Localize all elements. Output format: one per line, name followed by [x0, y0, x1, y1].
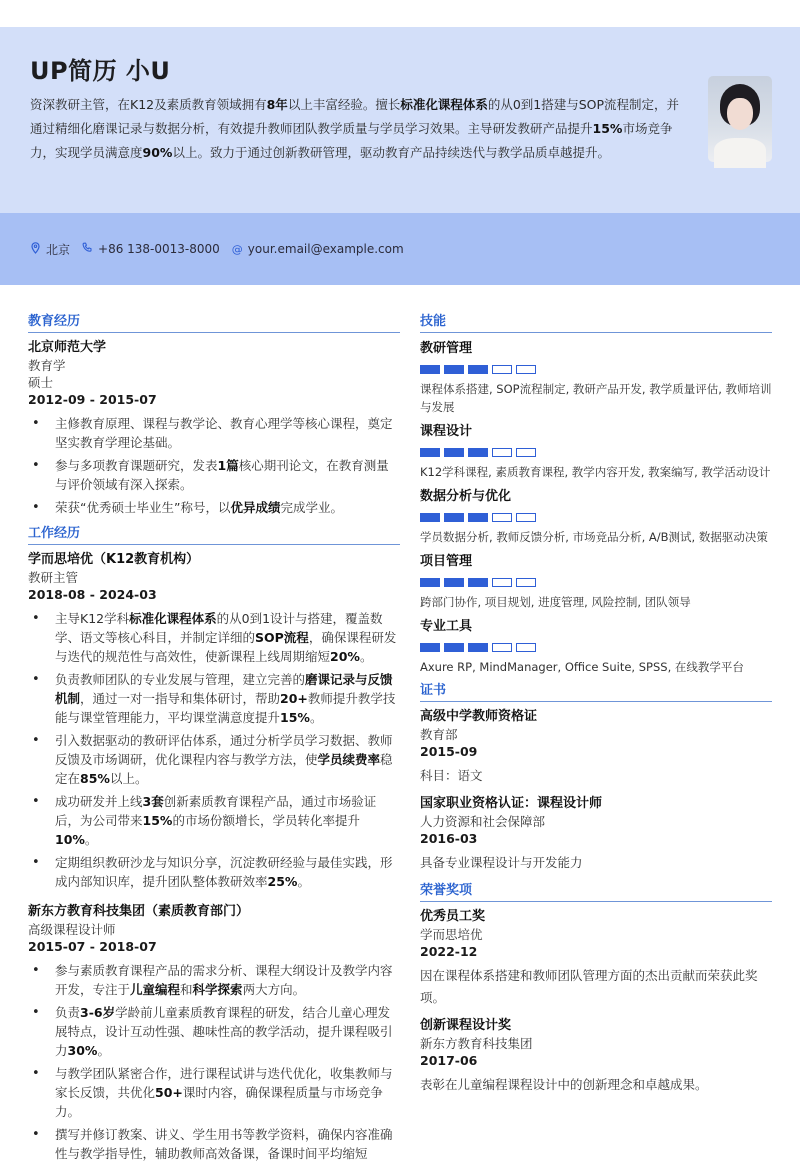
emphasis-text: 3-6岁: [80, 1005, 116, 1020]
level-block-empty: [492, 448, 512, 457]
bullet-item: [28, 1064, 400, 1121]
text-run: 市场竞争力，实现学员满意度: [30, 121, 673, 160]
skills-list: [420, 339, 772, 676]
section-title-work: 工作经历: [28, 525, 400, 545]
text-run: 以上。致力于通过创新教研管理，驱动教育产品持续迭代与教学品质卓越提升。: [172, 145, 610, 160]
text-run: 教师提升教学技能与课堂管理能力，平均课堂满意度提升: [55, 691, 396, 725]
skill-item: [420, 422, 772, 481]
level-block-filled: [444, 578, 464, 587]
award-issuer: 新东方教育科技集团: [420, 1036, 533, 1051]
text-run: 。: [309, 710, 323, 725]
section-title-education: 教育经历: [28, 313, 400, 333]
text-run: 与教学团队紧密合作，进行课程试讲与迭代优化，收集教师与家长反馈，共优化: [55, 1066, 393, 1100]
emphasis-text: 标准化课程体系: [129, 611, 217, 626]
level-block-filled: [420, 643, 440, 652]
text-run: 课时内容，确保课程质量与市场竞争力。: [55, 1085, 383, 1119]
award-item: [420, 908, 772, 1009]
text-run: 学龄前儿童素质教育课程的研发，结合儿童心理发展特点，设计互动性强、趣味性高的教学活动，提升课程吸引力: [55, 1005, 393, 1058]
skill-level-meter: [420, 448, 772, 457]
emphasis-text: 磨课记录与反馈机制: [55, 672, 393, 706]
job-role: 教研主管: [28, 570, 79, 585]
text-run: 。: [297, 874, 310, 889]
bullet-item: [28, 414, 400, 452]
level-block-empty: [516, 643, 536, 652]
bullet-item: [28, 609, 400, 666]
certificate-date: 2016-03: [420, 831, 478, 846]
level-block-filled: [420, 513, 440, 522]
work-date: 2015-07 - 2018-07: [28, 939, 157, 954]
skill-item: [420, 552, 772, 611]
text-run: 资深教研主管，在K12及素质教育领域拥有: [30, 97, 267, 112]
location-pin-icon: [30, 242, 40, 257]
section-title-awards: 荣誉奖项: [420, 882, 772, 902]
location-text: 北京: [46, 242, 71, 257]
award-desc: 因在课程体系搭建和教师团队管理方面的杰出贡献而荣获此奖项。: [420, 968, 758, 1005]
emphasis-text: 30%: [67, 1043, 98, 1058]
skill-tags: 跨部门协作, 项目规划, 进度管理, 风险控制, 团队领导: [420, 595, 691, 609]
level-block-filled: [420, 578, 440, 587]
certificate-name: 高级中学教师资格证: [420, 709, 538, 724]
emphasis-text: 90%: [142, 145, 173, 160]
certificate-item: [420, 708, 772, 787]
text-run: 负责教师团队的专业发展与管理，建立完善的: [55, 672, 306, 687]
contact-bar: [0, 213, 800, 285]
section-title-certificates: 证书: [420, 682, 772, 702]
emphasis-text: 学员续费率: [317, 752, 381, 767]
level-block-filled: [468, 578, 488, 587]
email-text: your.email@example.com: [247, 242, 404, 256]
bullet-item: [28, 853, 400, 891]
school-name: 北京师范大学: [28, 340, 107, 355]
skill-level-meter: [420, 578, 772, 587]
text-run: ，通过一对一指导和集体研讨，帮助: [80, 691, 281, 706]
work-bullets: [28, 961, 400, 1163]
certificate-name: 国家职业资格认证：课程设计师: [420, 796, 603, 811]
skill-name: 教研管理: [420, 341, 473, 356]
emphasis-text: 20+: [280, 691, 308, 706]
level-block-filled: [444, 643, 464, 652]
text-run: 两大方向。: [242, 982, 306, 997]
candidate-name: UP简历 小U: [30, 57, 171, 85]
level-block-empty: [492, 643, 512, 652]
award-issuer: 学而思培优: [420, 927, 483, 942]
certificate-item: [420, 795, 772, 874]
bullet-item: [28, 792, 400, 849]
award-name: 优秀员工奖: [420, 909, 486, 924]
bullet-item: [28, 498, 400, 517]
level-block-filled: [444, 513, 464, 522]
emphasis-text: 8年: [266, 97, 288, 112]
bullet-item: [28, 670, 400, 727]
level-block-filled: [468, 448, 488, 457]
emphasis-text: 25%: [267, 874, 298, 889]
text-run: 稳定在: [55, 752, 393, 786]
emphasis-text: 50+: [155, 1085, 183, 1100]
work-entry: [28, 903, 400, 1163]
skill-level-meter: [420, 365, 772, 374]
work-bullets: [28, 609, 400, 891]
skill-name: 课程设计: [420, 424, 473, 439]
emphasis-text: 10%: [55, 832, 85, 847]
text-run: 主导K12学科: [55, 611, 130, 626]
education-date: 2012-09 - 2015-07: [28, 392, 157, 407]
contact-email[interactable]: [232, 242, 404, 256]
skill-name: 项目管理: [420, 554, 473, 569]
work-entry: [28, 551, 400, 891]
emphasis-text: 3套: [142, 794, 164, 809]
level-block-filled: [444, 365, 464, 374]
awards-section: [420, 882, 772, 1096]
text-run: 负责: [55, 1005, 81, 1020]
level-block-filled: [420, 365, 440, 374]
education-bullets: [28, 414, 400, 517]
text-run: 荣获“优秀硕士毕业生”称号，以: [55, 500, 231, 515]
resume-body: [0, 285, 800, 1171]
profile-photo: [708, 76, 772, 162]
certificate-date: 2015-09: [420, 744, 478, 759]
text-run: 和: [180, 982, 193, 997]
skill-tags: 课程体系搭建, SOP流程制定, 教研产品开发, 教学质量评估, 教师培训与发展: [420, 382, 772, 414]
text-run: 成功研发并上线: [55, 794, 143, 809]
award-desc: 表彰在儿童编程课程设计中的创新理念和卓越成果。: [420, 1077, 708, 1092]
degree: 硕士: [28, 375, 54, 390]
level-block-empty: [516, 448, 536, 457]
education-entry: [28, 339, 400, 517]
skill-name: 数据分析与优化: [420, 489, 512, 504]
text-run: 核心期刊论文，在教育测量与评价领域有深入探索。: [55, 458, 389, 492]
bullet-item: [28, 1125, 400, 1163]
resume-header: [0, 27, 800, 213]
emphasis-text: 15%: [592, 121, 623, 136]
level-block-filled: [468, 365, 488, 374]
bullet-item: [28, 456, 400, 494]
skill-tags: 学员数据分析, 教师反馈分析, 市场竞品分析, A/B测试, 数据驱动决策: [420, 530, 768, 544]
major: 教育学: [28, 358, 66, 373]
skills-section: [420, 313, 772, 676]
photo-body: [714, 138, 766, 168]
certificate-issuer: 教育部: [420, 727, 458, 742]
company-name: 新东方教育科技集团（素质教育部门）: [28, 904, 250, 919]
contact-location: [30, 241, 70, 258]
text-run: 创新素质教育课程产品，通过市场验证后，为公司带来: [55, 794, 377, 828]
job-role: 高级课程设计师: [28, 922, 116, 937]
top-margin: [0, 0, 800, 27]
level-block-empty: [516, 365, 536, 374]
level-block-empty: [516, 578, 536, 587]
profile-summary: [30, 93, 680, 165]
education-section: [28, 313, 400, 517]
emphasis-text: 科学探索: [192, 982, 243, 997]
text-run: 撰写并修订教案、讲义、学生用书等教学资料，确保内容准确性与教学指导性，辅助教师高效备课，备课时间平均缩短: [55, 1127, 393, 1161]
text-run: 的市场份额增长，学员转化率提升: [172, 813, 360, 828]
right-column: [420, 313, 772, 1171]
award-date: 2022-12: [420, 944, 478, 959]
text-run: 的从0到1设计与搭建，覆盖数学、语文等核心科目，并制定详细的: [55, 611, 383, 645]
emphasis-text: SOP流程: [255, 630, 309, 645]
award-date: 2017-06: [420, 1053, 478, 1068]
emphasis-text: 85%: [80, 771, 110, 786]
text-run: 。: [359, 649, 373, 664]
text-run: 主修教育原理、课程与教学论、教育心理学等核心课程，奠定坚实教育学理论基础。: [55, 416, 393, 450]
text-run: 完成学业。: [280, 500, 343, 515]
photo-face: [727, 98, 753, 130]
emphasis-text: 20%: [330, 649, 360, 664]
emphasis-text: 标准化课程体系: [400, 97, 488, 112]
phone-icon: [82, 242, 92, 256]
text-run: 参与素质教育课程产品的需求分析、课程大纲设计及教学内容开发，专注于: [55, 963, 393, 997]
text-run: 以上丰富经验。擅长: [287, 97, 401, 112]
level-block-filled: [468, 513, 488, 522]
at-sign-icon: @: [231, 242, 243, 256]
bullet-item: [28, 961, 400, 999]
text-run: 引入数据驱动的教研评估体系，通过分析学员学习数据、教师反馈及市场调研，优化课程内容与教学方法，使: [55, 733, 393, 767]
text-run: ，确保课程研发与迭代的规范性与高效性，使新课程上线周期缩短: [55, 630, 397, 664]
certificate-issuer: 人力资源和社会保障部: [420, 814, 546, 829]
text-run: 参与多项教育课题研究，发表: [55, 458, 218, 473]
company-name: 学而思培优（K12教育机构）: [28, 552, 200, 567]
text-run: 以上。: [109, 771, 148, 786]
skill-item: [420, 487, 772, 546]
level-block-filled: [468, 643, 488, 652]
level-block-empty: [492, 513, 512, 522]
emphasis-text: 15%: [142, 813, 173, 828]
emphasis-text: 优异成绩: [230, 500, 281, 515]
certificate-desc: 具备专业课程设计与开发能力: [420, 855, 583, 870]
work-date: 2018-08 - 2024-03: [28, 587, 157, 602]
text-run: 。: [97, 1043, 110, 1058]
skill-level-meter: [420, 513, 772, 522]
contact-phone[interactable]: [82, 242, 220, 256]
certificates-section: [420, 682, 772, 874]
award-item: [420, 1017, 772, 1096]
text-run: 的从0到1搭建与SOP流程制定，并通过精细化磨课记录与数据分析，有效提升教师团队教学质量与学员学习效果。主导研发教研产品提升: [30, 97, 680, 136]
level-block-filled: [420, 448, 440, 457]
emphasis-text: 儿童编程: [130, 982, 181, 997]
level-block-empty: [492, 365, 512, 374]
bullet-item: [28, 731, 400, 788]
skill-item: [420, 339, 772, 416]
level-block-empty: [492, 578, 512, 587]
text-run: 定期组织教研沙龙与知识分享，沉淀教研经验与最佳实践，形成内部知识库，提升团队整体教研效率: [55, 855, 393, 889]
skill-item: [420, 617, 772, 676]
skill-tags: Axure RP, MindManager, Office Suite, SPSS, 在线教学平台: [420, 660, 744, 674]
left-column: [28, 313, 400, 1171]
certificate-desc: 科目：语文: [420, 768, 483, 783]
skill-level-meter: [420, 643, 772, 652]
bullet-item: [28, 1003, 400, 1060]
skill-name: 专业工具: [420, 619, 473, 634]
skill-tags: K12学科课程, 素质教育课程, 教学内容开发, 教案编写, 教学活动设计: [420, 465, 771, 479]
emphasis-text: 1篇: [217, 458, 239, 473]
level-block-empty: [516, 513, 536, 522]
text-run: 。: [84, 832, 98, 847]
work-section: [28, 525, 400, 1163]
section-title-skills: 技能: [420, 313, 772, 333]
phone-text: +86 138-0013-8000: [98, 242, 220, 256]
award-name: 创新课程设计奖: [420, 1018, 512, 1033]
emphasis-text: 15%: [280, 710, 310, 725]
level-block-filled: [444, 448, 464, 457]
